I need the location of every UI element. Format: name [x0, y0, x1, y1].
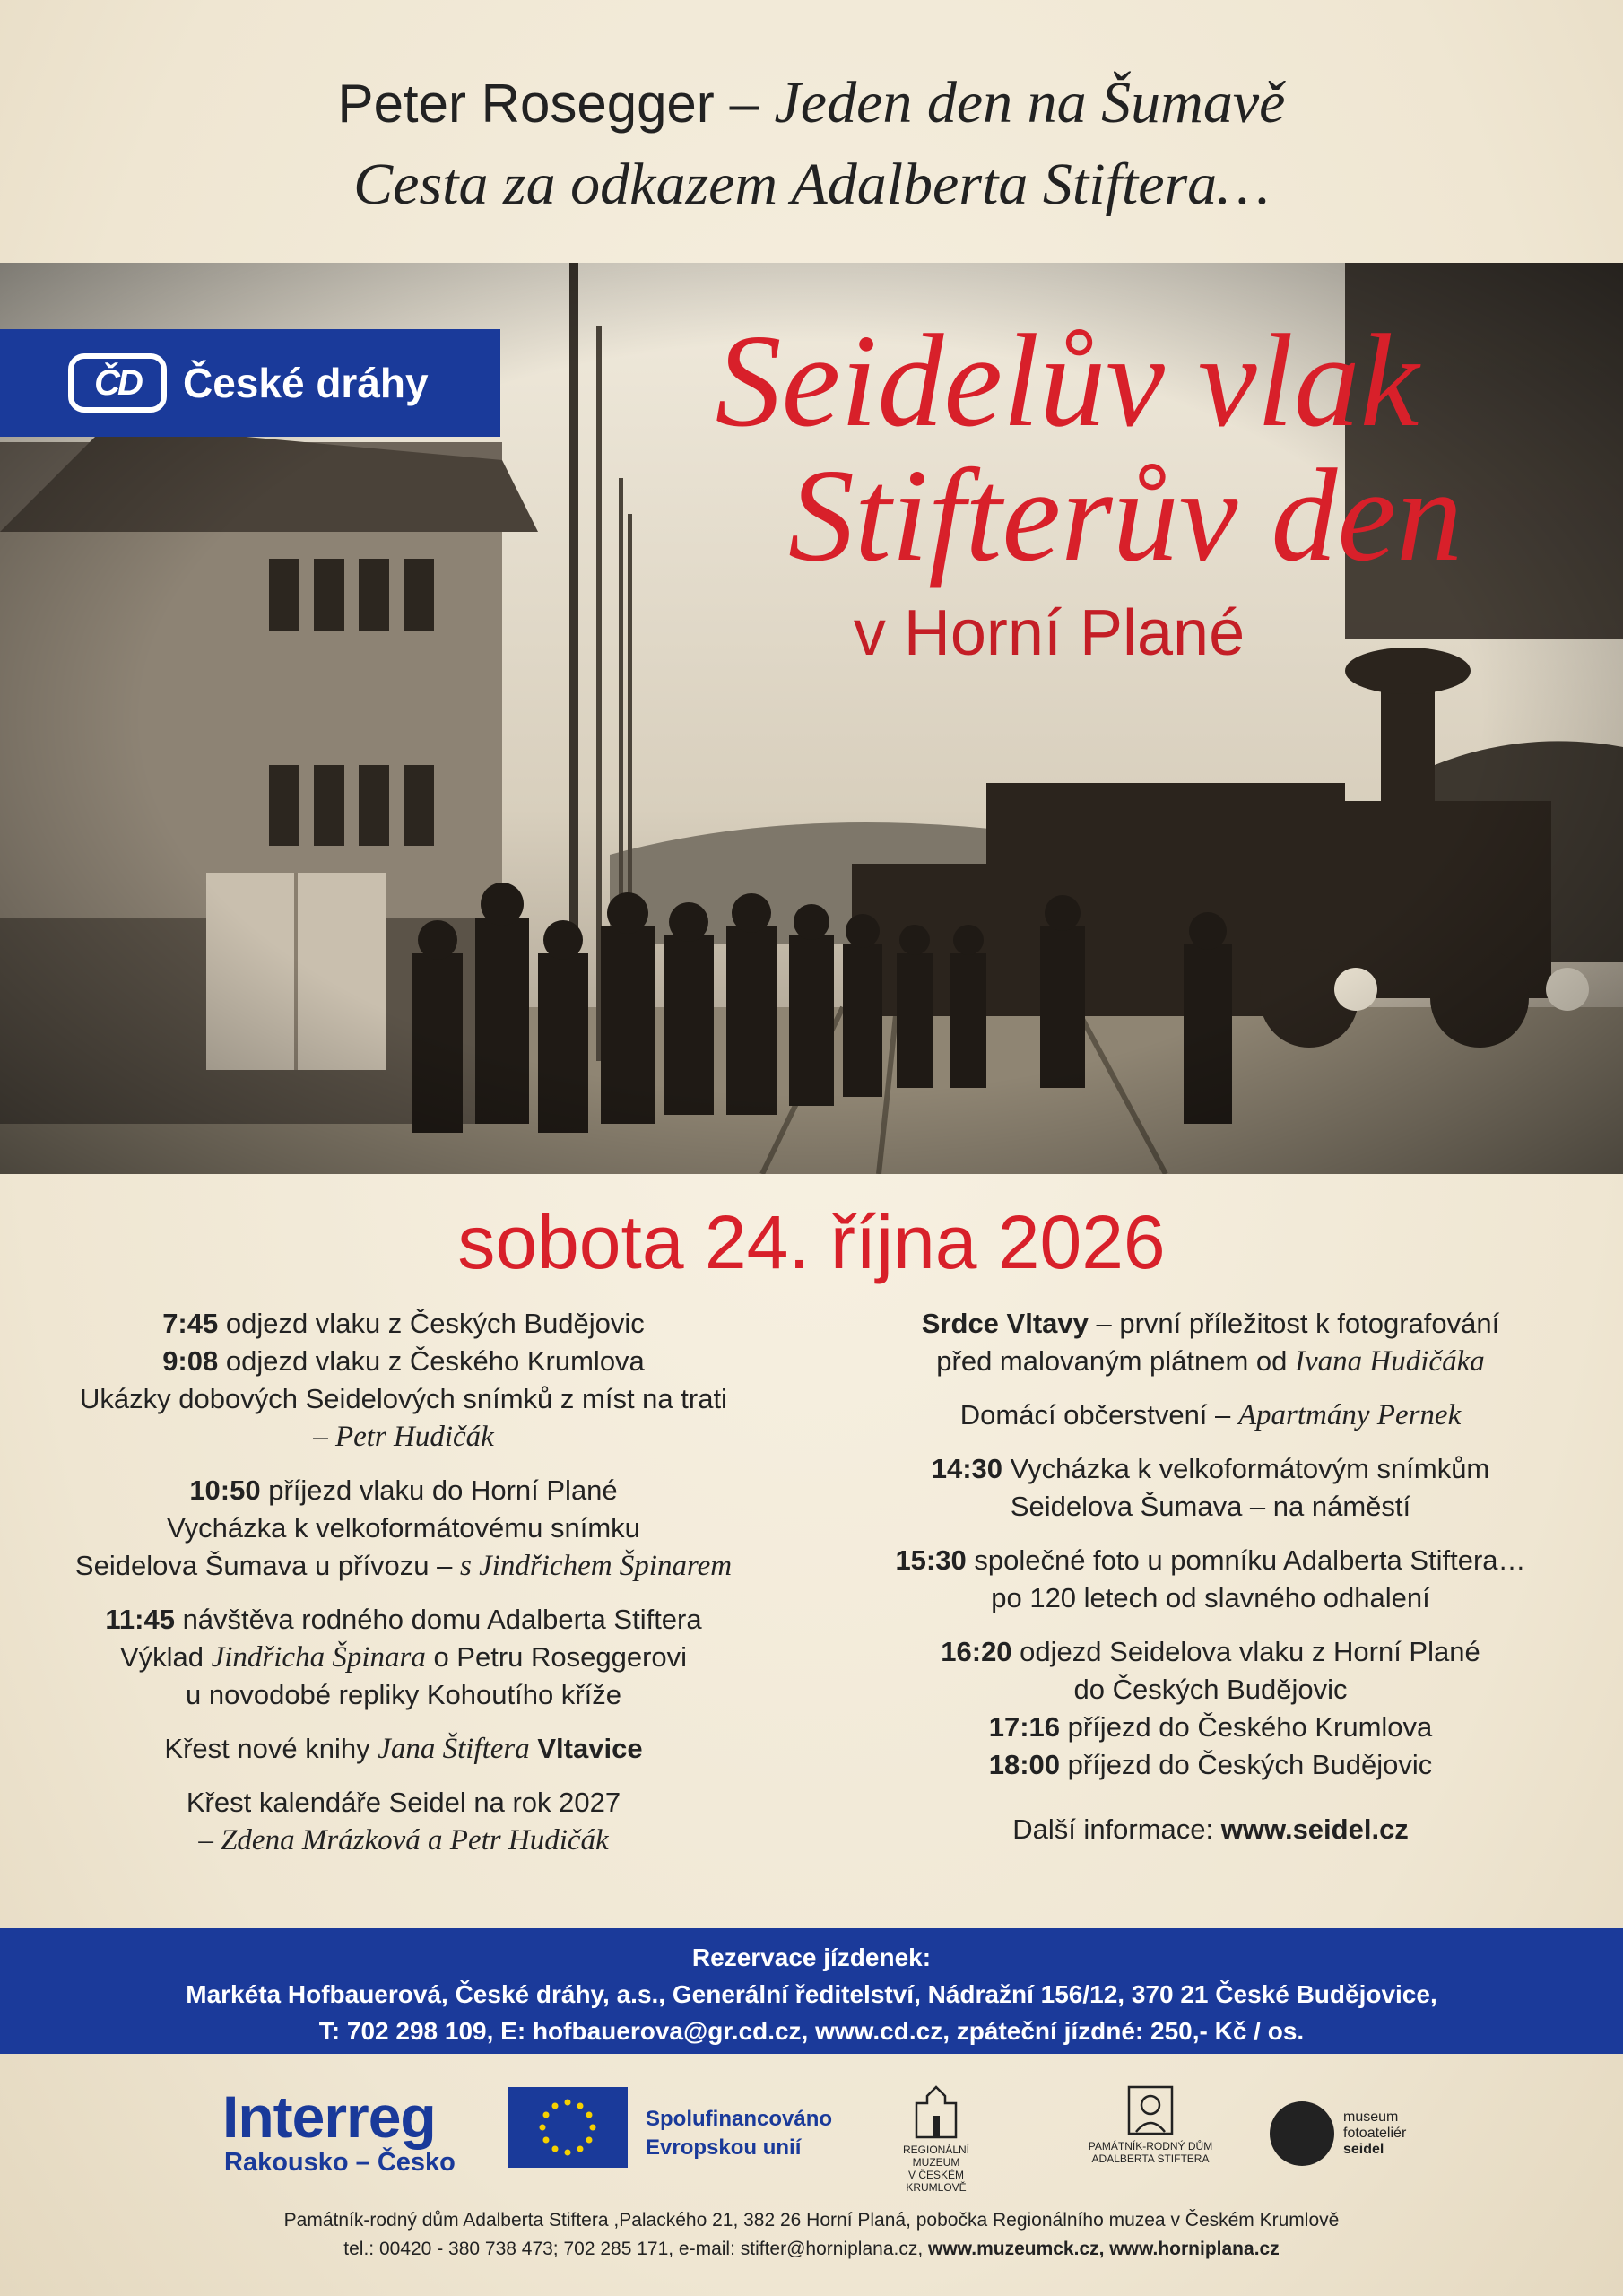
eu-text-line: Spolufinancováno — [646, 2107, 833, 2131]
program-person: Apartmány Pernek — [1237, 1399, 1462, 1431]
footer-contact — [0, 2235, 1623, 2264]
header-line-2: Cesta za odkazem Adalberta Stiftera… — [353, 152, 1270, 217]
program-text: před malovaným plátnem od — [936, 1345, 1296, 1377]
program-line — [843, 1450, 1578, 1488]
title-line-1: Seidelův vlak — [715, 308, 1419, 455]
program-block — [36, 1784, 771, 1859]
program-block — [843, 1305, 1578, 1380]
program-time: 14:30 — [931, 1453, 1003, 1484]
program-person: Ivana Hudičáka — [1295, 1345, 1485, 1378]
stifter-memorial-logo — [1083, 2083, 1218, 2165]
event-title — [664, 308, 1471, 678]
program-line: do Českých Budějovic — [1073, 1674, 1348, 1705]
program-text: společné foto u pomníku Adalberta Stiftera… — [966, 1544, 1526, 1576]
program-person: – Zdena Mrázková a Petr Hudičák — [198, 1824, 609, 1857]
castle-icon — [909, 2083, 963, 2141]
program-block — [36, 1601, 771, 1714]
program-text: odjezd vlaku z Českého Krumlova — [218, 1345, 645, 1377]
program-time: 15:30 — [895, 1544, 967, 1576]
header-author: Peter Rosegger — [337, 74, 715, 134]
program-line — [36, 1730, 771, 1768]
program-line — [843, 1709, 1578, 1746]
eu-flag-icon — [508, 2087, 628, 2168]
program-line: u novodobé repliky Kohoutího kříže — [186, 1679, 621, 1710]
program-line — [843, 1343, 1578, 1380]
portrait-icon — [1125, 2083, 1176, 2137]
title-location: v Horní Plané — [853, 597, 1245, 669]
memorial-text-line: PAMÁTNÍK-RODNÝ DŮM — [1088, 2140, 1213, 2152]
program-line — [36, 1639, 771, 1676]
museum-text-line: REGIONÁLNÍ MUZEUM — [902, 2144, 969, 2169]
program-highlight: Srdce Vltavy — [921, 1308, 1089, 1339]
program-person: Jindřicha Špinara — [211, 1641, 426, 1674]
program-text: příjezd vlaku do Horní Plané — [260, 1474, 618, 1506]
info-label: Další informace: — [1012, 1813, 1221, 1845]
poster-header — [0, 63, 1623, 225]
program-line — [843, 1542, 1578, 1579]
program-time: 10:50 — [189, 1474, 261, 1506]
seidel-museum-text — [1343, 2109, 1406, 2158]
seidel-text-line: fotoateliér — [1343, 2126, 1407, 2141]
program-line — [36, 1822, 771, 1859]
program-block — [843, 1396, 1578, 1434]
program-text: o Petru Roseggerovi — [425, 1641, 688, 1673]
header-line-1 — [0, 63, 1623, 144]
program-line — [36, 1343, 771, 1380]
footer-links[interactable]: www.muzeumck.cz, www.horniplana.cz — [928, 2239, 1280, 2259]
header-dash: – — [714, 74, 775, 134]
program-text: – první příležitost k fotografování — [1088, 1308, 1500, 1339]
interreg-logo — [222, 2083, 456, 2179]
program-line — [843, 1746, 1578, 1784]
info-line — [843, 1811, 1578, 1848]
program-block — [843, 1450, 1578, 1526]
program-line — [36, 1601, 771, 1639]
program-line: po 120 letech od slavného odhalení — [991, 1582, 1430, 1613]
program-text: odjezd Seidelova vlaku z Horní Plané — [1011, 1636, 1480, 1667]
program-text: Výklad — [119, 1641, 212, 1673]
program-text: příjezd do Českého Krumlova — [1060, 1711, 1433, 1743]
footer-address: Památník-rodný dům Adalberta Stiftera ,Palackého 21, 382 26 Horní Planá, pobočka Regionálního muzea v Českém Krumlově — [283, 2210, 1340, 2231]
event-date: sobota 24. října 2026 — [457, 1200, 1166, 1284]
program-line: Vycházka k velkoformátovému snímku — [167, 1512, 640, 1544]
cd-name: České dráhy — [183, 360, 429, 406]
program-line — [36, 1547, 771, 1585]
cd-logo-icon: ČD — [68, 353, 167, 413]
program-text: odjezd vlaku z Českých Budějovic — [218, 1308, 645, 1339]
program-line — [843, 1633, 1578, 1671]
regional-museum-logo — [882, 2083, 990, 2194]
footer-phone-email: tel.: 00420 - 380 738 473; 702 285 171, e-mail: stifter@horniplana.cz, — [343, 2239, 929, 2259]
interreg-wordmark: Interreg — [222, 2083, 436, 2150]
program-block — [843, 1633, 1578, 1784]
program-text: návštěva rodného domu Adalberta Stiftera — [174, 1604, 702, 1635]
reservation-address: Markéta Hofbauerová, České dráhy, a.s., Generální ředitelství, Nádražní 156/12, 370 21 České Budějovice, — [186, 1980, 1437, 2008]
program-block — [36, 1305, 771, 1456]
program-person: – Petr Hudičák — [313, 1421, 494, 1453]
program-time: 11:45 — [105, 1604, 175, 1635]
program-line: Ukázky dobových Seidelových snímků z míst na trati — [80, 1383, 727, 1414]
program-block — [36, 1472, 771, 1585]
info-block — [843, 1811, 1578, 1848]
program-time: 17:16 — [988, 1711, 1061, 1743]
eu-text-line: Evropskou unií — [646, 2135, 802, 2160]
aperture-icon — [1270, 2101, 1334, 2166]
program-right-column — [843, 1305, 1578, 1865]
program-text: Seidelova Šumava u přívozu – — [74, 1550, 461, 1581]
program-text: Křest nové knihy — [164, 1733, 378, 1764]
poster-footer — [0, 2206, 1623, 2264]
info-link[interactable]: www.seidel.cz — [1220, 1813, 1409, 1845]
program-time: 7:45 — [162, 1308, 219, 1339]
program-time: 9:08 — [162, 1345, 219, 1377]
program-line: Seidelova Šumava – na náměstí — [1010, 1491, 1411, 1522]
program-line — [36, 1472, 771, 1509]
reservation-contact: T: 702 298 109, E: hofbauerova@gr.cd.cz, www.cd.cz, zpáteční jízdné: 250,- Kč / os. — [318, 2017, 1305, 2045]
program-text: Domácí občerstvení – — [959, 1399, 1238, 1431]
eu-cofinanced-text — [646, 2105, 832, 2162]
header-book-title: Jeden den na Šumavě — [774, 70, 1286, 135]
book-title: Vltavice — [529, 1733, 643, 1764]
museum-text-line: V ČESKÉM KRUMLOVĚ — [906, 2169, 967, 2194]
program-line — [843, 1396, 1578, 1434]
interreg-subtitle: Rakousko – Česko — [224, 2148, 456, 2177]
program-time: 18:00 — [988, 1749, 1061, 1780]
seidel-text-line: museum — [1343, 2109, 1399, 2125]
program-line — [36, 1418, 771, 1456]
program-line: Křest kalendáře Seidel na rok 2027 — [186, 1787, 621, 1818]
program-block — [843, 1542, 1578, 1617]
program-line — [843, 1305, 1578, 1343]
program-person: s Jindřichem Špinarem — [460, 1550, 733, 1582]
program-block — [36, 1730, 771, 1768]
memorial-text-line: ADALBERTA STIFTERA — [1091, 2152, 1210, 2165]
program-text: Vycházka k velkoformátovým snímkům — [1002, 1453, 1490, 1484]
seidel-museum-logo — [1270, 2101, 1406, 2166]
program-person: Jana Štiftera — [378, 1733, 530, 1765]
reservation-band — [0, 1928, 1623, 2054]
title-line-2: Stifterův den — [787, 442, 1463, 589]
sponsor-logos — [0, 2076, 1623, 2202]
seidel-text-line: seidel — [1343, 2142, 1384, 2157]
reservation-title: Rezervace jízdenek: — [691, 1944, 932, 1971]
program-time: 16:20 — [941, 1636, 1012, 1667]
program-line — [36, 1305, 771, 1343]
ceske-drahy-badge — [0, 329, 500, 437]
program-left-column — [36, 1305, 771, 1875]
program-text: příjezd do Českých Budějovic — [1060, 1749, 1433, 1780]
